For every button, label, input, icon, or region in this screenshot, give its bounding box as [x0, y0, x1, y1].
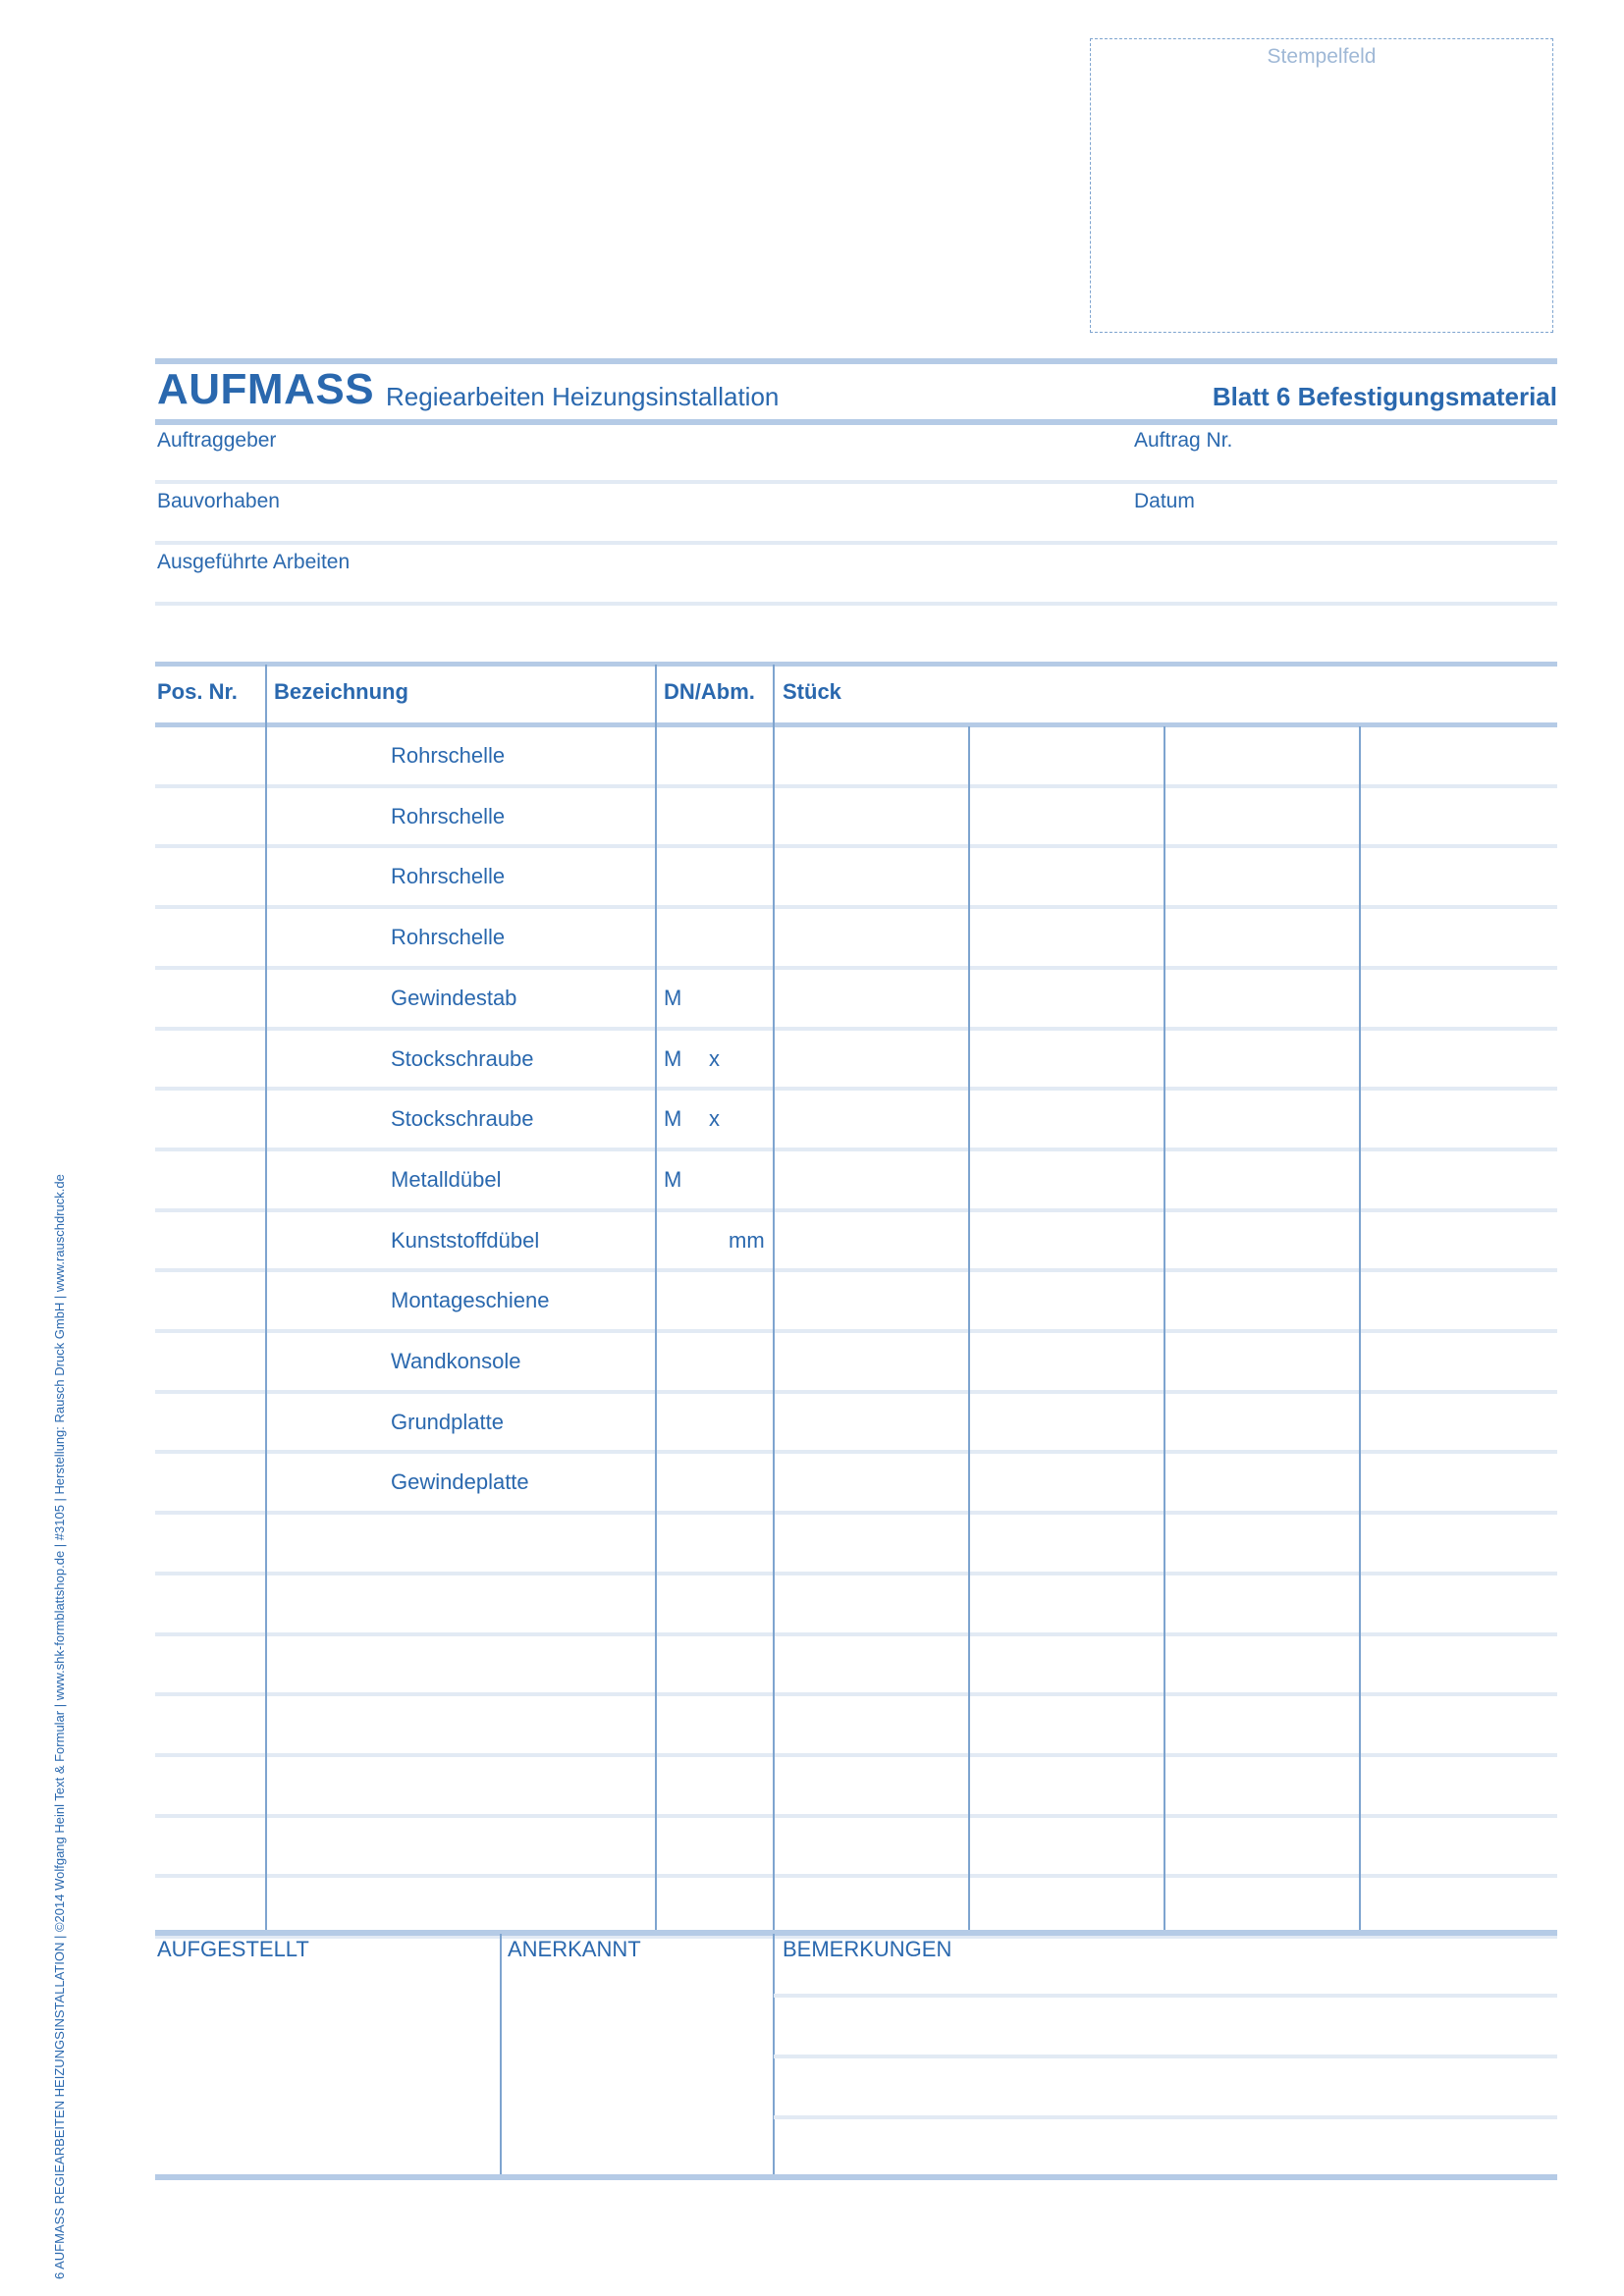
work-done-label: Ausgeführte Arbeiten — [157, 551, 351, 573]
title-top-rule — [155, 358, 1557, 364]
row-dimension-prefix: M — [664, 986, 682, 1010]
row-designation: Rohrschelle — [391, 743, 506, 768]
row-designation: Kunststoffdübel — [391, 1228, 540, 1253]
column-header-pos: Pos. Nr. — [157, 679, 238, 704]
table-top-rule — [155, 662, 1557, 667]
table-row[interactable] — [155, 1031, 1557, 1088]
column-divider-dimension — [773, 665, 775, 1931]
table-row[interactable] — [155, 1394, 1557, 1451]
prepared-label: AUFGESTELLT — [157, 1937, 309, 1961]
footer-divider-1 — [500, 1934, 502, 2176]
table-row[interactable] — [155, 1757, 1557, 1814]
table-row[interactable] — [155, 1575, 1557, 1632]
row-dimension-suffix: x — [709, 1106, 720, 1131]
work-done-field-line[interactable] — [155, 602, 1557, 606]
column-divider-pos — [265, 665, 267, 1931]
table-row[interactable] — [155, 1454, 1557, 1511]
table-row[interactable] — [155, 1091, 1557, 1148]
column-header-designation: Bezeichnung — [274, 679, 408, 704]
column-divider-designation — [655, 665, 657, 1931]
page-subtitle: Regiearbeiten Heizungsinstallation — [386, 382, 780, 411]
row-dimension-suffix: mm — [729, 1228, 765, 1253]
row-dimension-prefix: M — [664, 1167, 682, 1192]
row-designation: Rohrschelle — [391, 925, 506, 949]
row-designation: Gewindestab — [391, 986, 517, 1010]
remarks-label: BEMERKUNGEN — [783, 1937, 952, 1961]
row-designation: Montageschiene — [391, 1288, 550, 1312]
table-row[interactable] — [155, 909, 1557, 966]
row-designation: Gewindeplatte — [391, 1469, 529, 1494]
page-title: AUFMASS — [157, 365, 375, 413]
table-row[interactable] — [155, 788, 1557, 845]
column-divider-quantity-1 — [968, 726, 970, 1931]
side-imprint: 6 AUFMASS REGIEARBEITEN HEIZUNGSINSTALLATION | ©2014 Wolfgang Heinl Text & Formular | www.shk-formblattshop.de | #3105 | Herstellung: Rausch Druck GmbH | www.rauschdruck.de — [52, 1174, 67, 2279]
project-field-line[interactable] — [155, 541, 1557, 545]
column-divider-quantity-2 — [1164, 726, 1165, 1931]
date-label: Datum — [1134, 490, 1195, 512]
row-designation: Grundplatte — [391, 1410, 504, 1434]
client-field-line[interactable] — [155, 480, 1557, 484]
title-bottom-rule — [155, 419, 1557, 425]
approved-label: ANERKANNT — [508, 1937, 641, 1961]
row-designation: Rohrschelle — [391, 864, 506, 888]
row-designation: Metalldübel — [391, 1167, 502, 1192]
sheet-title: Blatt 6 Befestigungsmaterial — [1212, 382, 1557, 411]
column-header-dimension: DN/Abm. — [664, 679, 755, 704]
table-row[interactable] — [155, 1696, 1557, 1753]
table-row[interactable] — [155, 1878, 1557, 1935]
table-row[interactable] — [155, 1818, 1557, 1875]
client-label: Auftraggeber — [157, 429, 277, 452]
remarks-line-2[interactable] — [774, 2055, 1557, 2058]
remarks-line-3[interactable] — [774, 2115, 1557, 2119]
remarks-line-1[interactable] — [774, 1994, 1557, 1998]
row-designation: Wandkonsole — [391, 1349, 521, 1373]
footer-bottom-rule — [155, 2174, 1557, 2180]
table-row[interactable] — [155, 848, 1557, 905]
row-designation: Rohrschelle — [391, 804, 506, 828]
order-no-label: Auftrag Nr. — [1134, 429, 1233, 452]
table-row[interactable] — [155, 970, 1557, 1027]
row-dimension-prefix: M — [664, 1106, 682, 1131]
table-row[interactable] — [155, 1212, 1557, 1269]
stamp-field-label: Stempelfeld — [1267, 45, 1377, 68]
footer-top-rule — [155, 1930, 1557, 1936]
column-header-quantity: Stück — [783, 679, 841, 704]
row-designation: Stockschraube — [391, 1046, 534, 1071]
column-divider-quantity-3 — [1359, 726, 1361, 1931]
table-row[interactable] — [155, 1333, 1557, 1390]
table-row[interactable] — [155, 1272, 1557, 1329]
table-row[interactable] — [155, 727, 1557, 784]
row-designation: Stockschraube — [391, 1106, 534, 1131]
row-dimension-prefix: M — [664, 1046, 682, 1071]
table-row[interactable] — [155, 1151, 1557, 1208]
table-row[interactable] — [155, 1515, 1557, 1572]
project-label: Bauvorhaben — [157, 490, 280, 512]
row-dimension-suffix: x — [709, 1046, 720, 1071]
stamp-field — [1090, 38, 1553, 333]
table-row[interactable] — [155, 1636, 1557, 1693]
